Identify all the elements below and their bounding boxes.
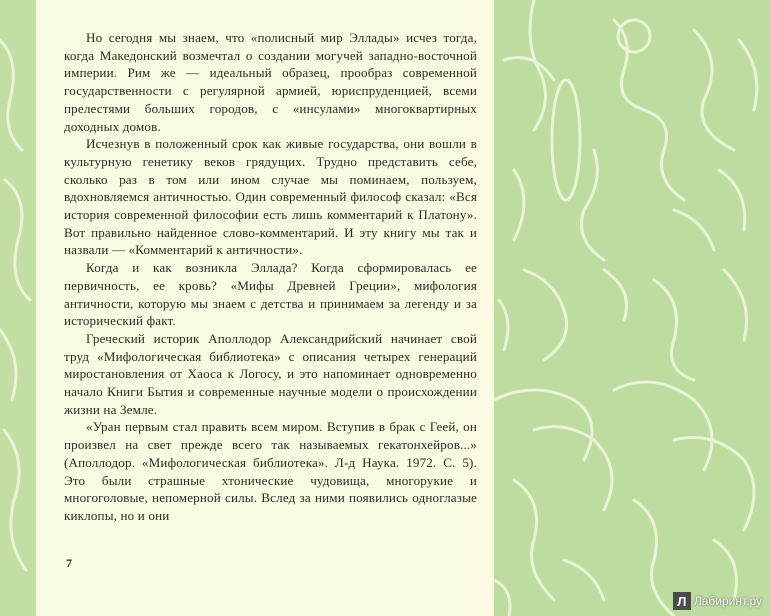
book-page	[36, 0, 494, 616]
page-number: 7	[66, 556, 72, 570]
body-text	[64, 29, 477, 525]
labirint-watermark	[673, 592, 762, 610]
paragraph: Греческий историк Аполлодор Александрийский начинает свой труд «Мифологическая библиотека» с описания четырех генераций миростановления от Хаоса к Логосу, и это напоминает одновременно начало Книги Бытия и современные научные модели о происхождении жизни на Земле.	[64, 330, 477, 417]
watermark-text: Лабиринт.ру	[693, 594, 762, 608]
paragraph: «Уран первым стал править всем миром. Вступив в брак с Геей, он произвел на свет прежде всего так называемых гекатонхейров...» (Аполлодор. «Мифологическая библиотека». Л-д Наука. 1972. С. 5). Это были страшные хтонические чудовища, многорукие и многоголовые, непомерной силы. Вслед за ними появились одноглазые киклопы, но и они	[64, 419, 477, 523]
paragraph: Исчезнув в положенный срок как живые государства, они вошли в культурную генетику веков грядущих. Трудно представить себе, сколько раз в том или ином случае мы поминаем, пользуем, вдохновляемся античностью. Один современный философ сказал: «Вся история современной философии есть лишь комментарий к Платону». Вот правильно найденное слово-комментарий. И эту книгу мы так и назвали — «Комментарий к античности».	[64, 136, 477, 258]
left-decorative-strip	[0, 0, 36, 616]
paragraph: Когда и как возникла Эллада? Когда сформировалась ее первичность, ее кровь? «Мифы Древней Греции», мифология античности, которую мы знаем с детства и принимаем за легенду и за исторический факт.	[64, 260, 477, 329]
paragraph: Но сегодня мы знаем, что «полисный мир Эллады» исчез тогда, когда Македонский возмечтал о создании могучей западно-восточной империи. Рим же — идеальный образец, прообраз современной государственности с регулярной армией, юриспруденцией, всеми прелестями больших городов, с «инсулами» многоквартирных доходных домов.	[64, 30, 477, 134]
labirint-logo-icon: Л	[673, 592, 691, 610]
greek-vase-illustration	[494, 0, 770, 616]
